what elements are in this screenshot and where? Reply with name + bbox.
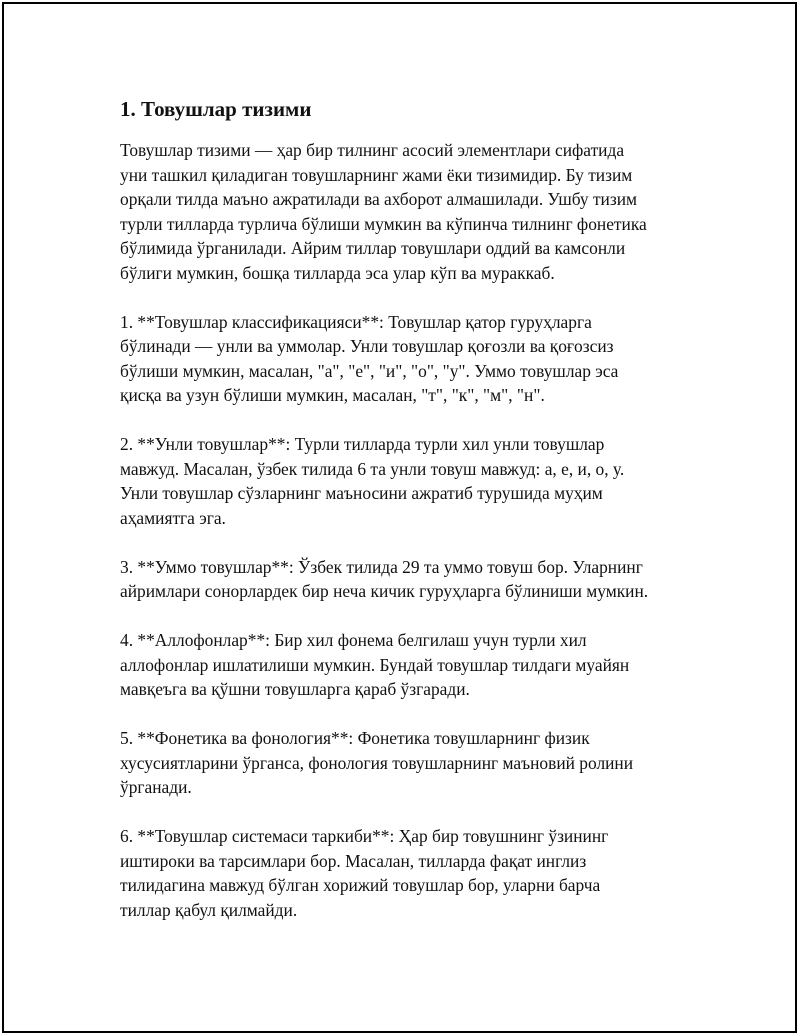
text-line: мавжуд. Масалан, ўзбек тилида 6 та унли товуш мавжуд: а, е, и, о, у.	[120, 458, 625, 479]
text-line: 2. **Унли товушлар**: Турли тилларда турли хил унли товушлар	[120, 434, 605, 454]
text-line: тиллар қабул қилмайди.	[120, 899, 298, 920]
list-item-consonants	[120, 555, 695, 604]
text-line: турли тилларда турлича бўлиши мумкин ва кўпинча тилнинг фонетика	[120, 213, 647, 234]
text-line: 5. **Фонетика ва фонология**: Фонетика товушларнинг физик	[120, 728, 590, 748]
document-content	[120, 95, 695, 947]
text-line: аллофонлар ишлатилиши мумкин. Бундай товушлар тилдаги муайян	[120, 654, 630, 675]
text-line: айримлари сонорлардек бир неча кичик гуруҳларга бўлиниши мумкин.	[120, 581, 649, 601]
text-line: Унли товушлар сўзларнинг маъносини ажратиб турушида муҳим	[120, 483, 603, 503]
text-line: 1. **Товушлар классификацияси**: Товушлар қатор гуруҳларга	[120, 311, 592, 332]
text-line: 6. **Товушлар системаси таркиби**: Ҳар бир товушнинг ўзининг	[120, 826, 609, 846]
text-line: уни ташкил қиладиган товушларнинг жами ёки тизимидир. Бу тизим	[120, 164, 633, 185]
text-line: аҳамиятга эга.	[120, 507, 226, 528]
text-line: орқали тилда маъно ажратилади ва ахборот алмашилади. Ушбу тизим	[120, 189, 638, 209]
text-line: бўлинади — унли ва уммолар. Унли товушлар қоғозли ва қоғозсиз	[120, 336, 614, 356]
section-heading: 1. Товушлар тизими	[120, 97, 312, 121]
text-line: тилидагина мавжуд бўлган хорижий товушлар бор, уларни барча	[120, 875, 601, 895]
intro-paragraph	[120, 138, 695, 285]
list-item-allophones	[120, 628, 695, 702]
text-line: бўлиги мумкин, бошқа тилларда эса улар кўп ва мураккаб.	[120, 262, 555, 283]
text-line: Товушлар тизими — ҳар бир тилнинг асосий элементлари сифатида	[120, 140, 625, 160]
text-line: хусусиятларини ўрганса, фонология товушларнинг маъновий ролини	[120, 752, 634, 773]
text-line: ўрганади.	[120, 777, 192, 797]
list-item-classification	[120, 310, 695, 408]
text-line: 3. **Уммо товушлар**: Ўзбек тилида 29 та уммо товуш бор. Уларнинг	[120, 556, 643, 577]
document-page	[2, 2, 797, 1033]
text-line: иштироки ва тарсимлари бор. Масалан, тилларда фақат инглиз	[120, 850, 587, 871]
text-line: бўлимида ўрганилади. Айрим тиллар товушлари оддий ва камсонли	[120, 238, 626, 258]
text-line: қисқа ва узун бўлиши мумкин, масалан, "т", "к", "м", "н".	[120, 385, 545, 405]
text-line: мавқеъга ва қўшни товушларга қараб ўзгаради.	[120, 679, 470, 699]
list-item-system-structure	[120, 824, 695, 922]
list-item-vowels	[120, 432, 695, 530]
text-line: бўлиши мумкин, масалан, "а", "е", "и", "о", "у". Уммо товушлар эса	[120, 360, 619, 381]
list-item-phonetics	[120, 726, 695, 800]
text-line: 4. **Аллофонлар**: Бир хил фонема белгилаш учун турли хил	[120, 630, 587, 650]
